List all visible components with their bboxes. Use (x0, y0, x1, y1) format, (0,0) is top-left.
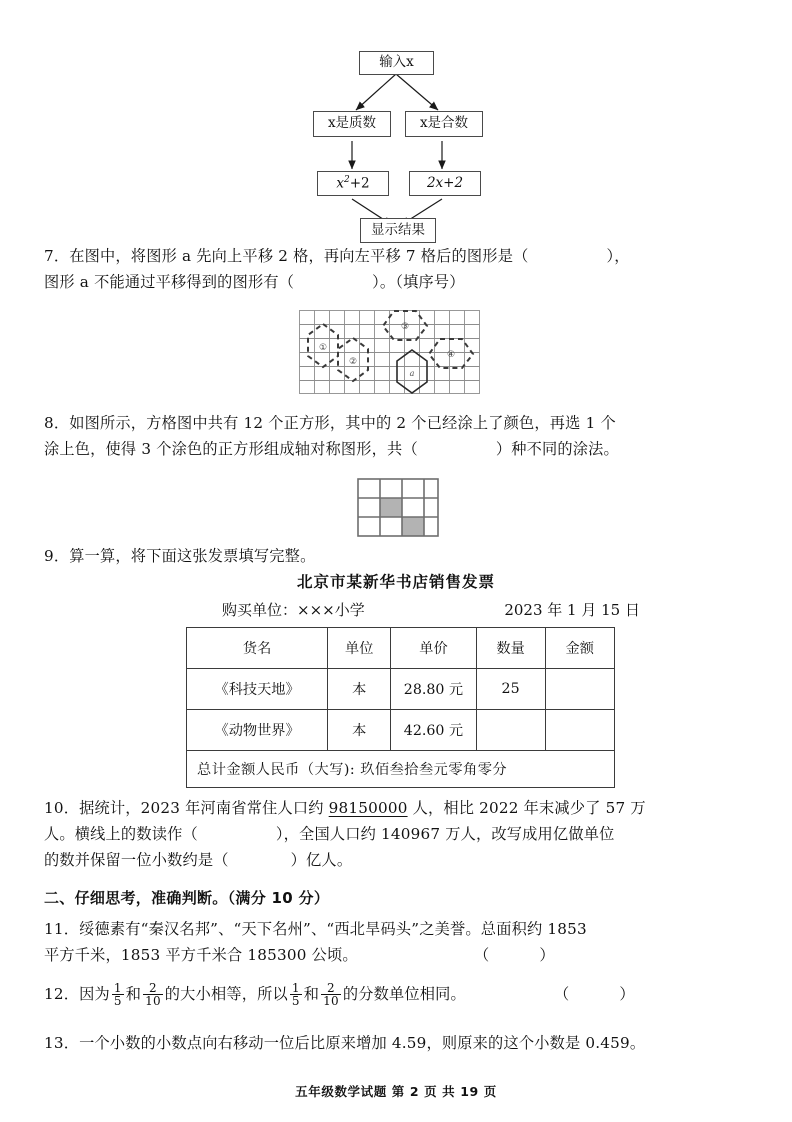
q10-line2a: 人。横线上的数读作（ (44, 825, 198, 843)
q7-line1: 7．在图中，将图形 a 先向上平移 2 格，再向左平移 7 格后的图形是（ (44, 247, 529, 265)
flow-box-output (360, 218, 436, 243)
flow-calc-right-label: 2x+2 (426, 174, 464, 191)
q12-mid3: 和 (303, 985, 320, 1003)
q7-line2: 图形 a 不能通过平移得到的图形有（ (44, 273, 295, 291)
invoice-col-unit: 单位 (328, 628, 391, 669)
invoice-table (186, 627, 615, 788)
q9-prompt-text: 9．算一算，将下面这张发票填写完整。 (44, 547, 316, 565)
invoice-cell-goods: 《动物世界》 (187, 710, 328, 751)
q7-line2-tail: ）。（填序号） (372, 273, 465, 291)
q10-line3a: 的数并保留一位小数约是（ (44, 851, 229, 869)
fraction-one-fifth-2: $\frac{1}{5}$ (291, 980, 300, 1009)
q11-line1: 11．绥德素有“秦汉名邦”、“天下名州”、“西北旱码头”之美誉。总面积约 1853 (44, 920, 587, 938)
q10-line3b: ）亿人。 (290, 851, 353, 869)
invoice-cell-price: 28.80 元 (391, 669, 476, 710)
flow-box-calc-right (409, 171, 481, 196)
table-row (187, 710, 615, 751)
q13-line: 13．一个小数的小数点向右移动一位后比原来增加 4.59，则原来的这个小数是 0.459。 (44, 1034, 646, 1052)
invoice-col-price: 单价 (391, 628, 476, 669)
invoice-cell-unit: 本 (328, 669, 391, 710)
invoice-cell-unit: 本 (328, 710, 391, 751)
flow-calc-left-label: $x^2+2$ (336, 175, 370, 192)
q12-judge-paren[interactable]: （ ） (554, 985, 635, 1003)
q12-prefix: 12．因为 (44, 985, 110, 1003)
question-9-prompt (44, 543, 750, 569)
invoice-cell-amount[interactable] (545, 669, 615, 710)
invoice-title: 北京市某新华书店销售发票 (296, 573, 495, 591)
flowchart-diagram (0, 38, 792, 243)
q10-part2: 人，相比 2022 年末减少了 57 万 (407, 799, 646, 817)
q10-line2b: ），全国人口约 140967 万人，改写成用亿做单位 (275, 825, 615, 843)
flow-output-label: 显示结果 (371, 221, 425, 238)
page-footer: 五年级数学试题 第 2 页 共 19 页 (295, 1084, 497, 1099)
q8-line1: 8．如图所示，方格图中共有 12 个正方形，其中的 2 个已经涂上了颜色，再选 1 个 (44, 414, 616, 432)
invoice-col-amount: 金额 (545, 628, 615, 669)
fraction-two-tenths: $\frac{2}{10}$ (145, 980, 161, 1009)
fraction-two-tenths-2: $\frac{2}{10}$ (323, 980, 339, 1009)
q12-mid1: 和 (125, 985, 142, 1003)
section-2-title: 二、仔细思考，准确判断。（满分 10 分） (44, 889, 330, 907)
table-row (187, 669, 615, 710)
question-7-figure (299, 310, 485, 394)
q8-line2: 涂上色，使得 3 个涂色的正方形组成轴对称图形，共（ (44, 440, 418, 458)
flow-input-label: 输入x (379, 54, 414, 71)
figure-4-label: ④ (446, 350, 456, 360)
q12-suffix: 的分数单位相同。 (342, 985, 466, 1003)
invoice-date: 2023 年 1 月 15 日 (504, 601, 640, 619)
q10-underlined-number: 98150000 (328, 799, 408, 817)
invoice-col-goods: 货名 (187, 628, 328, 669)
q10-part1: 10．据统计，2023 年河南省常住人口约 (44, 799, 329, 817)
figure-2-label: ② (348, 357, 358, 367)
invoice-cell-price: 42.60 元 (391, 710, 476, 751)
flow-composite-label: x是合数 (419, 115, 469, 132)
invoice-cell-goods: 《科技天地》 (187, 669, 328, 710)
shaded-cell-r3c3 (402, 517, 424, 536)
figure-a-label: a (409, 369, 415, 378)
invoice-col-qty: 数量 (476, 628, 545, 669)
question-8-text (44, 410, 750, 462)
flow-box-calc-left (317, 171, 389, 196)
invoice-buyer: 购买单位：×××小学 (222, 601, 365, 619)
invoice-meta (222, 599, 640, 620)
question-11-text (44, 916, 750, 968)
flow-box-input (359, 51, 434, 75)
question-12-text (44, 981, 750, 1008)
figure-1-label: ① (318, 343, 328, 353)
flow-box-prime (313, 111, 391, 137)
shaded-cell-r2c2 (380, 498, 402, 517)
question-13-text (44, 1030, 756, 1056)
fraction-one-fifth: $\frac{1}{5}$ (113, 980, 122, 1009)
invoice-header-row (187, 628, 615, 669)
invoice-cell-qty[interactable] (476, 710, 545, 751)
q8-line2-tail: ）种不同的涂法。 (495, 440, 619, 458)
q11-judge-paren[interactable]: （ ） (474, 946, 555, 964)
flow-box-composite (405, 111, 483, 137)
q11-line2: 平方千米，1853 平方千米合 185300 公顷。 (44, 946, 358, 964)
figure-3-label: ③ (400, 322, 410, 332)
invoice-cell-qty[interactable]: 25 (476, 669, 545, 710)
question-7-text (44, 243, 750, 295)
q12-mid2: 的大小相等，所以 (164, 985, 288, 1003)
question-10-text (44, 795, 750, 873)
invoice-total-row (187, 751, 615, 788)
flow-prime-label: x是质数 (327, 115, 377, 132)
invoice-total-text: 总计金额人民币（大写): 玖佰叁拾叁元零角零分 (187, 751, 615, 788)
invoice-cell-amount[interactable] (545, 710, 615, 751)
q7-line1-tail: ）， (606, 247, 630, 265)
question-8-figure (352, 473, 444, 543)
